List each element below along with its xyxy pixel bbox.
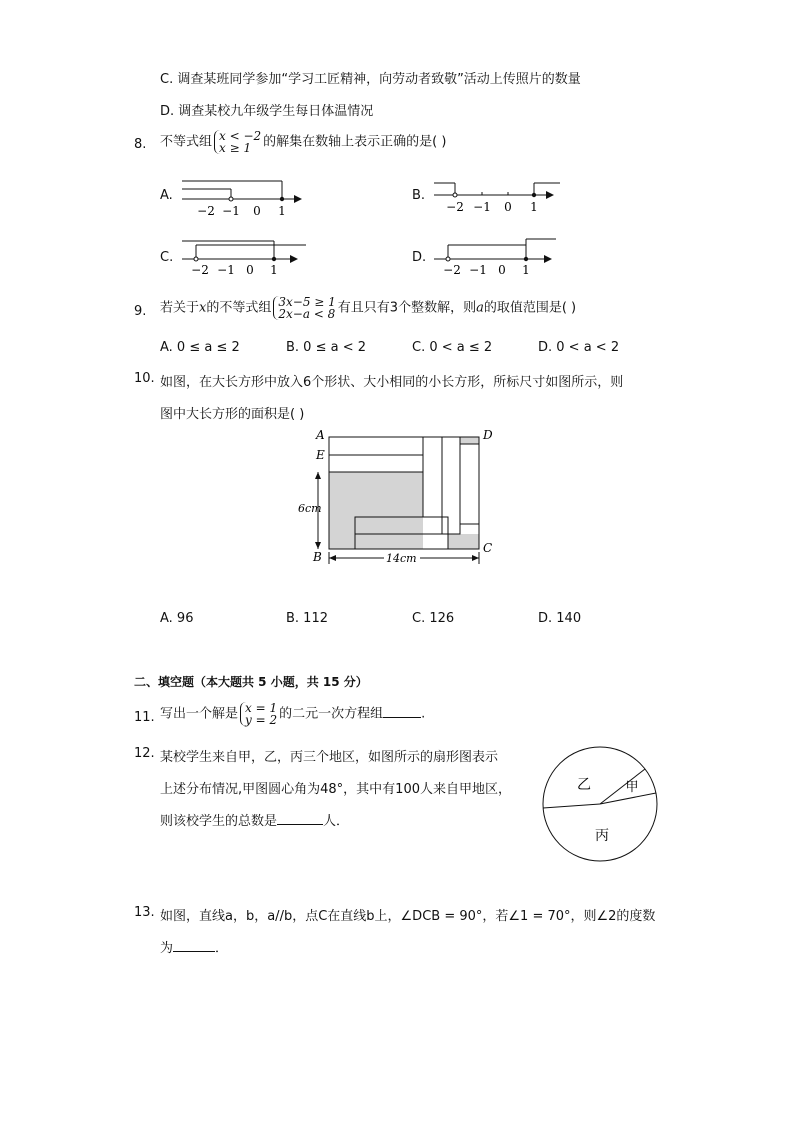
q8-numberline-b [430,172,564,220]
q8-stem-post: 的解集在数轴上表示正确的是( ) [263,134,447,150]
q9-option-b: B. 0 ≤ a < 2 [286,340,367,355]
q9-stem-mid: 的不等式组 [206,300,272,316]
q9-stem-pre: 若关于 [160,300,200,316]
q8-numberline-d [430,234,564,282]
q12-line3 [160,810,349,829]
q12-answer-blank[interactable] [277,814,323,825]
q10-number: 10. [134,371,155,386]
q10-option-b: B. 112 [286,611,328,626]
q12-number: 12. [134,746,155,761]
q7-option-d: D. 调查某校九年级学生每日体温情况 [160,104,374,119]
q13-line1: 如图，直线a，b，a//b，点C在直线b上，∠DCB = 90°，若∠1 = 70°，则∠2的度数 [160,909,656,924]
q11-system-line1: x = 1 [245,701,278,715]
q12-line3-pre: 则该校学生的总数是 [160,814,278,829]
tick: 1 [522,263,530,277]
tick: −1 [469,263,487,277]
q12-pie-chart [540,746,662,864]
label-d: D [483,428,493,442]
q12-line1: 某校学生来自甲，乙，丙三个地区，如图所示的扇形图表示 [160,750,499,765]
q7-option-c: C. 调查某班同学参加“学习工匠精神，向劳动者致敬”活动上传照片的数量 [160,72,581,87]
tick: 0 [504,200,512,214]
section-title: 二、填空题（本大题共 5 小题，共 15 分） [134,675,368,689]
tick: 1 [530,200,538,214]
q10-line1: 如图，在大长方形中放入6个形状、大小相同的小长方形，所标尺寸如图所示，则 [160,375,624,390]
tick: 0 [246,263,254,277]
q9-system-line1: 3x−5 ≥ 1 [278,295,336,309]
label-e: E [316,448,325,462]
label-b: B [313,550,322,564]
q10-option-a: A. 96 [160,611,194,626]
tick: −1 [473,200,491,214]
q9-system [273,296,335,320]
label-height: 6cm [298,502,322,515]
q10-figure [296,424,506,570]
label-a: A [316,428,325,442]
q9-option-a: A. 0 ≤ a ≤ 2 [160,340,240,355]
tick: 1 [278,204,286,218]
q8-system [214,130,261,154]
q9-stem-post2: 的取值范围是( ) [483,300,577,316]
tick: 0 [253,204,261,218]
q11-number: 11. [134,710,155,725]
q9-var-a: a [476,300,484,316]
pie-label-bing: 丙 [595,828,609,844]
q12-line3-post: 人． [323,814,350,829]
tick: 1 [270,263,278,277]
q8-numberline-c [178,234,310,282]
q8-label-a: A. [160,188,173,203]
pie-label-jia: 甲 [625,780,639,795]
tick: −1 [222,204,240,218]
tick: −2 [446,200,464,214]
q13-answer-blank[interactable] [173,941,215,952]
q10-option-c: C. 126 [412,611,455,626]
q8-number: 8. [134,137,147,152]
q9-var-x: x [199,300,207,316]
q13-line2 [160,937,228,956]
q13-line2-pre: 为 [160,941,174,956]
q11-stem-post: 的二元一次方程组 [279,706,384,722]
label-width: 14cm [386,552,417,565]
q9-stem-post1: 有且只有3个整数解，则 [337,300,477,316]
q11-stem-end: . [421,706,426,722]
q9-option-d: D. 0 < a < 2 [538,340,620,355]
q11-answer-blank[interactable] [383,707,421,718]
q13-line2-post: ． [215,941,229,956]
q11-system-line2: y = 2 [245,713,278,727]
q8-system-line2: x ≥ 1 [219,141,252,155]
label-c: C [483,541,493,555]
q11-stem [160,702,425,726]
q9-system-line2: 2x−a < 8 [278,307,336,321]
q11-stem-pre: 写出一个解是 [160,706,239,722]
q8-system-line1: x < −2 [219,129,262,143]
q8-label-c: C. [160,250,174,265]
q9-stem [160,296,576,320]
q12-line2: 上述分布情况,甲图圆心角为48°，其中有100人来自甲地区， [160,782,511,797]
q8-label-d: D. [412,250,427,265]
tick: −2 [443,263,461,277]
tick: −1 [217,263,235,277]
tick: −2 [191,263,209,277]
q8-label-b: B. [412,188,426,203]
tick: −2 [197,204,215,218]
q8-stem [160,130,446,154]
q9-number: 9. [134,304,147,319]
q9-option-c: C. 0 < a ≤ 2 [412,340,493,355]
q11-system [240,702,277,726]
q8-stem-pre: 不等式组 [160,134,213,150]
q8-numberline-a [178,172,308,220]
q13-number: 13. [134,905,155,920]
q10-line2: 图中大长方形的面积是( ) [160,407,305,422]
q10-option-d: D. 140 [538,611,582,626]
pie-label-yi: 乙 [577,777,591,793]
tick: 0 [498,263,506,277]
